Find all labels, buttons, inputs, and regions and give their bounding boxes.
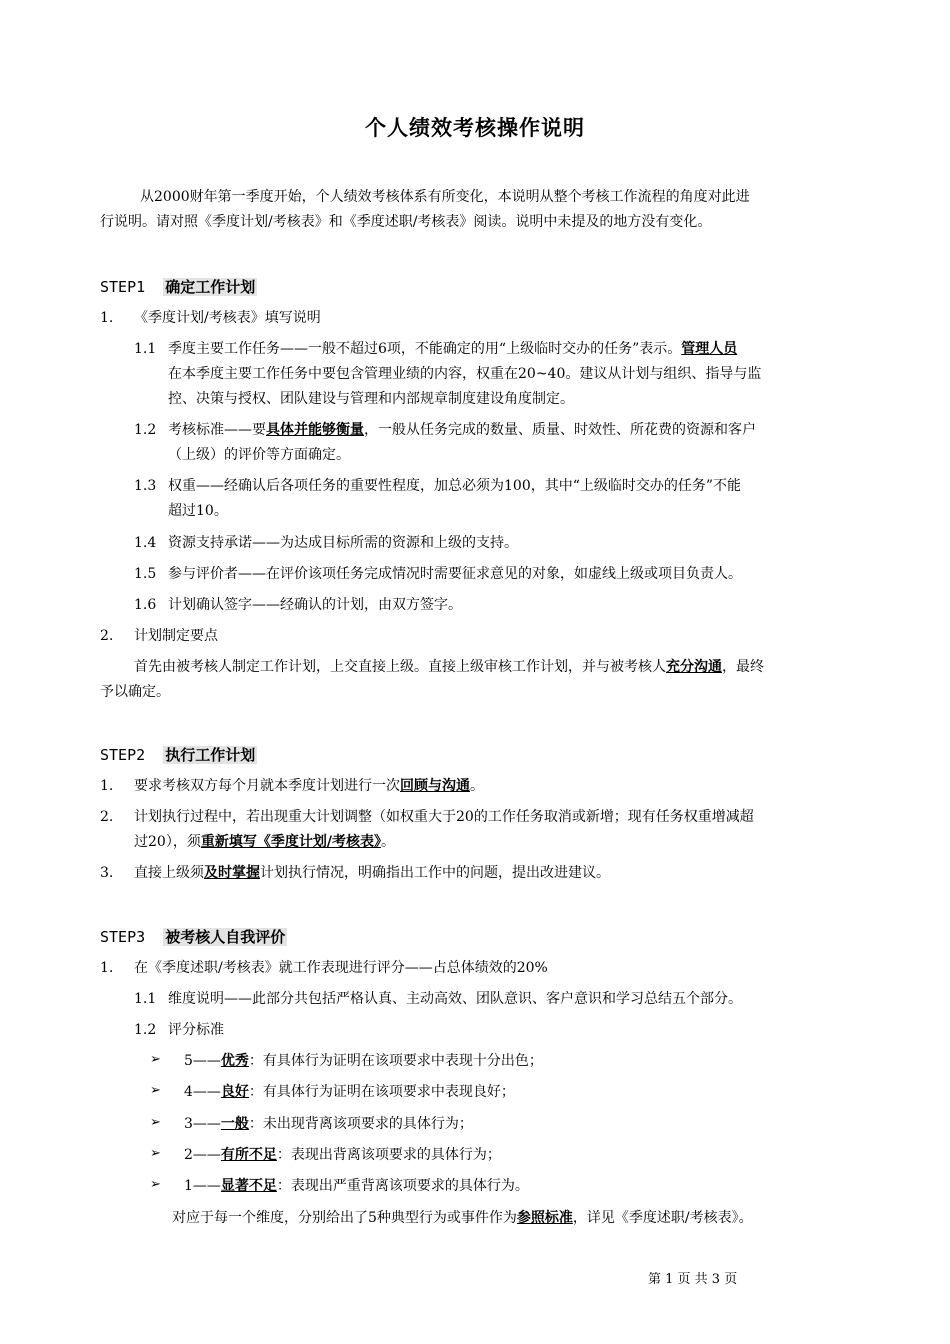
arrow-bullet-icon: ➢	[150, 1146, 161, 1161]
step1-para-line-1: 首先由被考核人制定工作计划，上交直接上级。直接上级审核工作计划，并与被考核人充分沟通，最终	[134, 659, 764, 675]
step1-item1-text: 《季度计划/考核表》填写说明	[134, 310, 321, 326]
sub-num-1-6: 1.6	[134, 597, 157, 613]
sub-text-1-6: 计划确认签字——经确认的计划，由双方签字。	[168, 597, 462, 613]
step3-heading	[100, 926, 287, 947]
step1-heading	[100, 276, 257, 297]
score-level-label: 显著不足	[220, 1178, 277, 1194]
step1-title: 确定工作计划	[165, 278, 256, 296]
emphasis-refill: 重新填写《季度计划/考核表》	[200, 834, 381, 850]
emphasis-measurable: 具体并能够衡量	[266, 422, 364, 438]
intro-line-2: 行说明。请对照《季度计划/考核表》和《季度述职/考核表》阅读。说明中未提及的地方没有变化。	[100, 214, 712, 230]
sub-num-3-1: 1.1	[134, 991, 157, 1007]
step1-item2-text: 计划制定要点	[134, 628, 218, 644]
arrow-bullet-icon: ➢	[150, 1052, 161, 1067]
step2-item3-num: 3.	[100, 865, 114, 881]
intro-line-1: 从2000财年第一季度开始，个人绩效考核体系有所变化，本说明从整个考核工作流程的角度对此进	[140, 189, 750, 205]
arrow-bullet-icon: ➢	[150, 1083, 161, 1098]
emphasis-managers: 管理人员	[681, 341, 738, 357]
score-item: 2——有所不足：表现出背离该项要求的具体行为；	[184, 1147, 501, 1163]
score-level-label: 优秀	[220, 1053, 249, 1069]
sub-text-1-1-b: 在本季度主要工作任务中要包含管理业绩的内容，权重在20~40。建议从计划与组织、指导与监	[168, 366, 762, 382]
sub-text-1-2-c: （上级）的评价等方面确定。	[168, 447, 350, 463]
emphasis-reference: 参照标准	[516, 1210, 573, 1226]
step3-title: 被考核人自我评价	[165, 928, 286, 946]
step2-item1-num: 1.	[100, 778, 114, 794]
page-footer: 第 1 页 共 3 页	[648, 1272, 738, 1287]
sub-num-3-2: 1.2	[134, 1022, 157, 1038]
sub-text-1-3-a: 权重——经确认后各项任务的重要性程度，加总必须为100，其中“上级临时交办的任务”不能	[168, 478, 742, 494]
step2-item2-text-a: 计划执行过程中，若出现重大计划调整（如权重大于20的工作任务取消或新增；现有任务权重增减超	[134, 809, 754, 825]
score-item: 1——显著不足：表现出严重背离该项要求的具体行为。	[184, 1178, 529, 1194]
step3-item1-text: 在《季度述职/考核表》就工作表现进行评分——占总体绩效的20%	[134, 960, 548, 976]
step2-heading	[100, 744, 257, 765]
sub-text-1-2-a: 考核标准——要具体并能够衡量，一般从任务完成的数量、质量、时效性、所花费的资源和客户	[168, 422, 756, 438]
emphasis-communicate: 充分沟通	[666, 659, 722, 675]
sub-text-1-1-a: 季度主要工作任务——一般不超过6项，不能确定的用“上级临时交办的任务”表示。管理人员	[168, 341, 738, 357]
sub-num-1-2: 1.2	[134, 422, 157, 438]
sub-num-1-3: 1.3	[134, 478, 157, 494]
step3-label: STEP3	[100, 928, 146, 946]
sub-text-1-4: 资源支持承诺——为达成目标所需的资源和上级的支持。	[168, 535, 518, 551]
score-item: 5——优秀：有具体行为证明在该项要求中表现十分出色；	[184, 1053, 543, 1069]
score-level-label: 有所不足	[220, 1147, 277, 1163]
score-level-label: 良好	[220, 1084, 249, 1100]
step3-item1-num: 1.	[100, 960, 114, 976]
sub-text-1-1-c: 控、决策与授权、团队建设与管理和内部规章制度建设角度制定。	[168, 391, 574, 407]
sub-text-3-2: 评分标准	[168, 1022, 224, 1038]
sub-text-1-3-b: 超过10。	[168, 503, 228, 519]
step1-item2-num: 2.	[100, 628, 114, 644]
step2-title: 执行工作计划	[165, 746, 256, 764]
step2-item2-num: 2.	[100, 809, 114, 825]
closing-line: 对应于每一个维度，分别给出了5种典型行为或事件作为参照标准，详见《季度述职/考核表》。	[172, 1210, 753, 1226]
sub-num-1-1: 1.1	[134, 341, 157, 357]
arrow-bullet-icon: ➢	[150, 1177, 161, 1192]
step1-para-line-2: 予以确定。	[100, 684, 170, 700]
emphasis-timely: 及时掌握	[204, 865, 260, 881]
sub-num-1-5: 1.5	[134, 566, 157, 582]
step2-item1-text: 要求考核双方每个月就本季度计划进行一次回顾与沟通。	[134, 778, 484, 794]
step1-item1-num: 1.	[100, 310, 114, 326]
sub-text-3-1: 维度说明——此部分共包括严格认真、主动高效、团队意识、客户意识和学习总结五个部分。	[168, 991, 742, 1007]
score-item: 4——良好：有具体行为证明在该项要求中表现良好；	[184, 1084, 515, 1100]
step2-label: STEP2	[100, 746, 146, 764]
step2-item3-text: 直接上级须及时掌握计划执行情况，明确指出工作中的问题，提出改进建议。	[134, 865, 610, 881]
arrow-bullet-icon: ➢	[150, 1115, 161, 1130]
step1-label: STEP1	[100, 278, 146, 296]
emphasis-review: 回顾与沟通	[400, 778, 470, 794]
score-item: 3——一般：未出现背离该项要求的具体行为；	[184, 1116, 473, 1132]
score-level-label: 一般	[220, 1116, 249, 1132]
sub-num-1-4: 1.4	[134, 535, 157, 551]
page-title: 个人绩效考核操作说明	[365, 116, 585, 140]
step2-item2-text-b: 过20），须重新填写《季度计划/考核表》。	[134, 834, 395, 850]
sub-text-1-5: 参与评价者——在评价该项任务完成情况时需要征求意见的对象，如虚线上级或项目负责人。	[168, 566, 742, 582]
